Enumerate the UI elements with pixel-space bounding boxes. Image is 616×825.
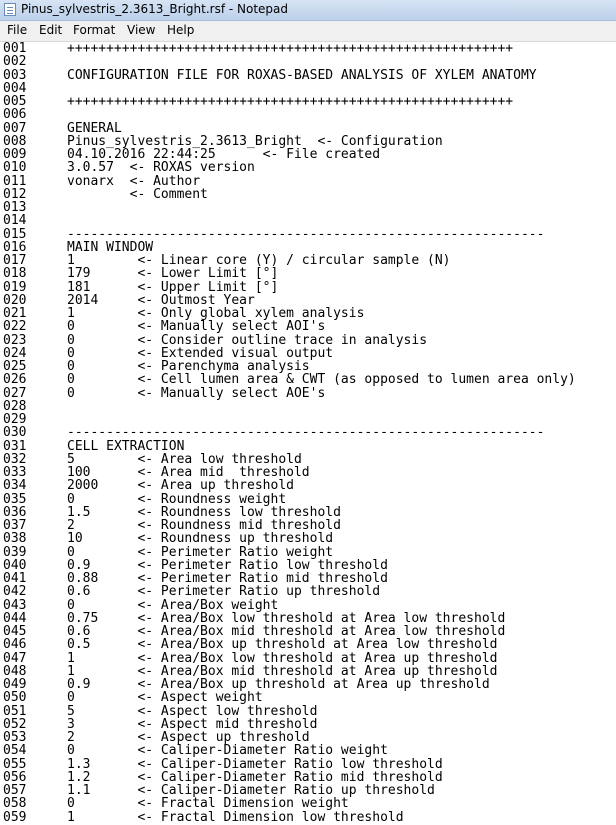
line-number: 037: [3, 518, 27, 533]
line-number: 022: [3, 319, 27, 335]
line-number: 014: [3, 213, 27, 229]
line-text: Pinus_sylvestris_2.3613_Bright <- Configuration: [67, 133, 443, 149]
text-line: [3, 42, 576, 55]
line-number: 034: [3, 478, 27, 494]
line-text: 10 <- Roundness up threshold: [67, 531, 334, 547]
text-line: [3, 797, 576, 810]
text-line: [3, 347, 576, 360]
line-text: 2014 <- Outmost Year: [67, 292, 255, 308]
line-number: 039: [3, 544, 27, 560]
line-text: 0.88 <- Perimeter Ratio mid threshold: [67, 571, 388, 586]
text-line: [3, 360, 576, 373]
line-number: 024: [3, 345, 27, 361]
line-text: 04.10.2016 22:44:25 <- File created: [67, 147, 381, 162]
line-text: -------------------------------------------------------------: [67, 226, 545, 242]
menu-format[interactable]: Format: [73, 23, 116, 37]
line-text: -------------------------------------------------------------: [67, 425, 545, 441]
line-number: 029: [3, 412, 27, 427]
line-number: 017: [3, 253, 27, 268]
line-number: 046: [3, 637, 27, 653]
menu-help[interactable]: Help: [167, 23, 195, 37]
line-text: 2 <- Roundness mid threshold: [67, 518, 341, 533]
text-line: [3, 665, 576, 678]
text-line: [3, 744, 576, 757]
text-line: [3, 254, 576, 267]
text-line: [3, 267, 576, 280]
line-text: 0.9 <- Perimeter Ratio low threshold: [67, 557, 388, 573]
line-number: 036: [3, 504, 27, 520]
line-number: 055: [3, 756, 27, 772]
text-line: [3, 784, 576, 797]
text-line: [3, 135, 576, 148]
line-text: 0 <- Area/Box weight: [67, 597, 279, 613]
line-number: 053: [3, 730, 27, 745]
text-line: [3, 307, 576, 320]
line-number: 032: [3, 451, 27, 467]
line-number: 045: [3, 624, 27, 639]
line-number: 013: [3, 200, 27, 215]
line-text: 5 <- Area low threshold: [67, 451, 302, 467]
line-number: 058: [3, 796, 27, 812]
line-text: 0 <- Parenchyma analysis: [67, 359, 310, 374]
text-line: [3, 440, 576, 453]
text-line: [3, 334, 576, 347]
line-number: 052: [3, 716, 27, 732]
line-number: 038: [3, 531, 27, 547]
text-line: [3, 214, 576, 227]
line-number: 027: [3, 385, 27, 401]
line-number: 025: [3, 359, 27, 374]
text-line: [3, 320, 576, 333]
line-text: <- Comment: [67, 186, 208, 202]
line-text: 181 <- Upper Limit [°]: [67, 279, 279, 295]
text-editor-area[interactable]: [0, 41, 616, 825]
line-text: 0.75 <- Area/Box low threshold at Area low threshold: [67, 610, 506, 626]
text-line: [3, 453, 576, 466]
text-line: [3, 718, 576, 731]
line-number: 031: [3, 438, 27, 454]
line-text: 1.2 <- Caliper-Diameter Ratio mid threshold: [67, 769, 443, 785]
line-text: 0 <- Cell lumen area & CWT (as opposed to lumen area only): [67, 372, 576, 388]
line-number: 047: [3, 650, 27, 666]
line-number: 005: [3, 94, 27, 109]
line-text: 0 <- Manually select AOI's: [67, 319, 326, 335]
text-line: [3, 705, 576, 718]
line-text: 179 <- Lower Limit [°]: [67, 266, 279, 282]
text-line: [3, 678, 576, 691]
line-number: 048: [3, 663, 27, 679]
line-number: 042: [3, 584, 27, 600]
text-line: [3, 161, 576, 174]
line-text: 2 <- Aspect up threshold: [67, 730, 310, 745]
line-text: 0 <- Manually select AOE's: [67, 385, 326, 401]
line-text: 0.9 <- Area/Box up threshold at Area up threshold: [67, 677, 490, 692]
text-line: [3, 731, 576, 744]
line-number: 033: [3, 465, 27, 480]
line-number: 057: [3, 783, 27, 798]
text-line: [3, 532, 576, 545]
text-line: [3, 413, 576, 426]
line-number: 041: [3, 571, 27, 586]
line-text: MAIN WINDOW: [67, 239, 154, 255]
text-line: [3, 612, 576, 625]
menu-file[interactable]: File: [7, 23, 28, 37]
line-text: 100 <- Area mid threshold: [67, 465, 310, 480]
line-text: +++++++++++++++++++++++++++++++++++++++++++++++++++++++++: [67, 94, 514, 109]
line-number: 020: [3, 292, 27, 308]
line-number: 012: [3, 186, 27, 202]
line-text: 3 <- Aspect mid threshold: [67, 716, 318, 732]
line-text: 2000 <- Area up threshold: [67, 478, 294, 494]
notepad-icon: [4, 3, 16, 16]
line-text: 0.6 <- Perimeter Ratio up threshold: [67, 584, 381, 600]
line-number: 007: [3, 120, 27, 136]
line-number: 026: [3, 372, 27, 388]
text-line: [3, 572, 576, 585]
line-text: 0.6 <- Area/Box mid threshold at Area low threshold: [67, 624, 506, 639]
text-line: [3, 466, 576, 479]
text-line: [3, 201, 576, 214]
line-text: 0 <- Extended visual output: [67, 345, 334, 361]
line-text: 0 <- Aspect weight: [67, 690, 263, 706]
line-text: 1 <- Area/Box mid threshold at Area up threshold: [67, 663, 498, 679]
line-text: 0 <- Perimeter Ratio weight: [67, 544, 334, 560]
line-number: 002: [3, 54, 27, 70]
line-text: 5 <- Aspect low threshold: [67, 703, 318, 719]
line-number: 004: [3, 80, 27, 96]
text-line: [3, 188, 576, 201]
line-text: 0 <- Caliper-Diameter Ratio weight: [67, 743, 388, 759]
line-text: 1.3 <- Caliper-Diameter Ratio low threshold: [67, 756, 443, 772]
line-number: 010: [3, 160, 27, 176]
line-number: 030: [3, 425, 27, 441]
line-number: 051: [3, 703, 27, 719]
text-line: [3, 493, 576, 506]
line-text: CELL EXTRACTION: [67, 438, 185, 454]
line-text: CONFIGURATION FILE FOR ROXAS-BASED ANALYSIS OF XYLEM ANATOMY: [67, 67, 537, 83]
text-line: [3, 228, 576, 241]
text-line: [3, 400, 576, 413]
text-line: [3, 519, 576, 532]
text-line: [3, 69, 576, 82]
line-text: 0 <- Roundness weight: [67, 491, 287, 507]
line-text: +++++++++++++++++++++++++++++++++++++++++++++++++++++++++: [67, 41, 514, 56]
line-number: 050: [3, 690, 27, 706]
line-number: 003: [3, 67, 27, 83]
line-text: 1 <- Only global xylem analysis: [67, 306, 365, 321]
text-line: [3, 241, 576, 254]
line-number: 008: [3, 133, 27, 149]
text-line: [3, 506, 576, 519]
text-line: [3, 585, 576, 598]
text-line: [3, 559, 576, 572]
line-number: 043: [3, 597, 27, 613]
line-text: 1 <- Fractal Dimension low threshold: [67, 809, 404, 825]
line-text: 0.5 <- Area/Box up threshold at Area low threshold: [67, 637, 498, 653]
text-line: [3, 122, 576, 135]
line-number: 056: [3, 769, 27, 785]
line-number: 059: [3, 809, 27, 825]
line-text: GENERAL: [67, 120, 122, 136]
window-title: Pinus_sylvestris_2.3613_Bright.rsf - Notepad: [21, 2, 289, 16]
text-line: [3, 599, 576, 612]
menu-edit[interactable]: Edit: [39, 23, 63, 37]
line-number: 016: [3, 239, 27, 255]
title-bar[interactable]: [0, 0, 616, 21]
text-line: [3, 426, 576, 439]
line-text: 0 <- Fractal Dimension weight: [67, 796, 349, 812]
line-number: 019: [3, 279, 27, 295]
text-line: [3, 625, 576, 638]
line-number: 015: [3, 226, 27, 242]
menu-view[interactable]: View: [127, 23, 156, 37]
text-line: [3, 294, 576, 307]
line-text: 1 <- Linear core (Y) / circular sample (N): [67, 253, 451, 268]
line-number: 049: [3, 677, 27, 692]
text-line: [3, 281, 576, 294]
text-line: [3, 55, 576, 68]
line-text: 3.0.57 <- ROXAS version: [67, 160, 255, 176]
line-number: 044: [3, 610, 27, 626]
text-line: [3, 811, 576, 824]
text-line: [3, 148, 576, 161]
line-number: 011: [3, 173, 27, 189]
line-number: 054: [3, 743, 27, 759]
text-line: [3, 638, 576, 651]
text-line: [3, 771, 576, 784]
line-text: 1 <- Area/Box low threshold at Area up threshold: [67, 650, 498, 666]
text-line: [3, 758, 576, 771]
menu-bar: [0, 21, 616, 42]
line-number: 040: [3, 557, 27, 573]
line-text: 0 <- Consider outline trace in analysis: [67, 332, 428, 348]
text-line: [3, 95, 576, 108]
line-number: 009: [3, 147, 27, 162]
line-number: 035: [3, 491, 27, 507]
line-number: 001: [3, 41, 27, 56]
text-line: [3, 479, 576, 492]
line-text: 1.1 <- Caliper-Diameter Ratio up threshold: [67, 783, 435, 798]
text-line: [3, 652, 576, 665]
line-number: 023: [3, 332, 27, 348]
line-number: 018: [3, 266, 27, 282]
line-text: 1.5 <- Roundness low threshold: [67, 504, 341, 520]
line-text: vonarx <- Author: [67, 173, 201, 189]
line-number: 021: [3, 306, 27, 321]
line-number: 006: [3, 107, 27, 123]
text-content: [3, 42, 576, 824]
text-line: [3, 387, 576, 400]
line-number: 028: [3, 398, 27, 414]
text-line: [3, 373, 576, 386]
text-line: [3, 691, 576, 704]
text-line: [3, 82, 576, 95]
text-line: [3, 175, 576, 188]
text-line: [3, 108, 576, 121]
text-line: [3, 546, 576, 559]
